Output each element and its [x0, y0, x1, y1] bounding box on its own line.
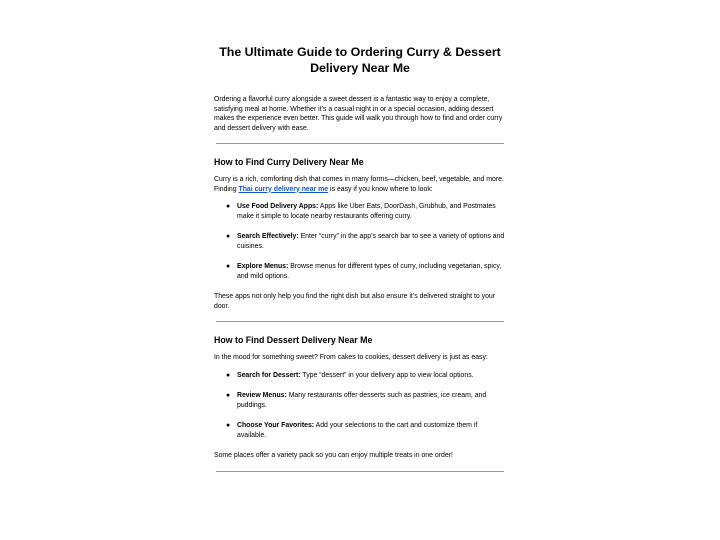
bullet-icon: ● — [226, 422, 231, 429]
section-divider — [216, 321, 504, 322]
list-item-label: Search for Dessert: — [237, 371, 301, 379]
curry-lead-text-end: is easy if you know where to look: — [328, 185, 433, 193]
list-item — [214, 262, 506, 281]
list-item-text: Add your selections to the cart and customize them if available. — [237, 422, 478, 439]
list-item-text: Browse menus for different types of curry, including vegetarian, spicy, and mild options. — [237, 263, 502, 280]
curry-lead-paragraph — [214, 175, 506, 194]
list-item-text: Enter “curry” in the app’s search bar to see a variety of options and cuisines. — [237, 233, 505, 250]
list-item — [214, 202, 506, 221]
intro-paragraph: Ordering a flavorful curry alongside a sweet dessert is a fantastic way to enjoy a complete, satisfying meal at home. Whether it’s a casual night in or a special occasion, adding dessert makes the experience even better. This guide will walk you through how to find and order curry and dessert delivery with ease. — [214, 96, 503, 132]
list-item — [214, 371, 506, 381]
list-item — [214, 421, 506, 440]
dessert-closing-paragraph: Some places offer a variety pack so you can enjoy multiple treats in one order! — [214, 452, 453, 459]
bullet-icon: ● — [226, 233, 231, 240]
dessert-lead-paragraph: In the mood for something sweet? From cakes to cookies, dessert delivery is just as easy: — [214, 354, 488, 361]
bullet-icon: ● — [226, 371, 231, 379]
section-divider — [216, 471, 504, 472]
thai-curry-delivery-link[interactable]: Thai curry delivery near me — [238, 185, 329, 193]
bullet-icon: ● — [226, 203, 231, 210]
curry-section-heading: How to Find Curry Delivery Near Me — [214, 157, 364, 167]
list-item-label: Review Menus: — [237, 392, 287, 399]
list-item-label: Search Effectively: — [237, 233, 299, 240]
curry-closing-paragraph: These apps not only help you find the right dish but also ensure it’s delivered straight to your door. — [214, 293, 496, 310]
dessert-section-heading: How to Find Dessert Delivery Near Me — [214, 335, 373, 345]
list-item-text: Apps like Uber Eats, DoorDash, Grubhub, and Postmates make it simple to locate nearby restaurants offering curry. — [237, 203, 496, 220]
document-content — [214, 44, 506, 472]
list-item-text: Type “dessert” in your delivery app to view local options. — [300, 371, 474, 379]
curry-lead-text: Curry is a rich, comforting dish that comes in many forms—chicken, beef, vegetable, and more. Finding — [214, 176, 504, 193]
bullet-icon: ● — [226, 263, 231, 270]
page-title: The Ultimate Guide to Ordering Curry & Dessert Delivery Near Me — [219, 45, 501, 75]
list-item-text: Many restaurants offer desserts such as pastries, ice cream, and puddings. — [237, 392, 487, 409]
list-item-label: Choose Your Favorites: — [237, 422, 315, 429]
section-divider — [216, 143, 504, 144]
bullet-icon: ● — [226, 392, 231, 399]
list-item — [214, 391, 506, 410]
curry-tips-list — [214, 202, 506, 281]
list-item-label: Use Food Delivery Apps: — [237, 203, 319, 210]
dessert-tips-list — [214, 371, 506, 441]
list-item-label: Explore Menus: — [237, 263, 289, 270]
list-item — [214, 232, 506, 251]
